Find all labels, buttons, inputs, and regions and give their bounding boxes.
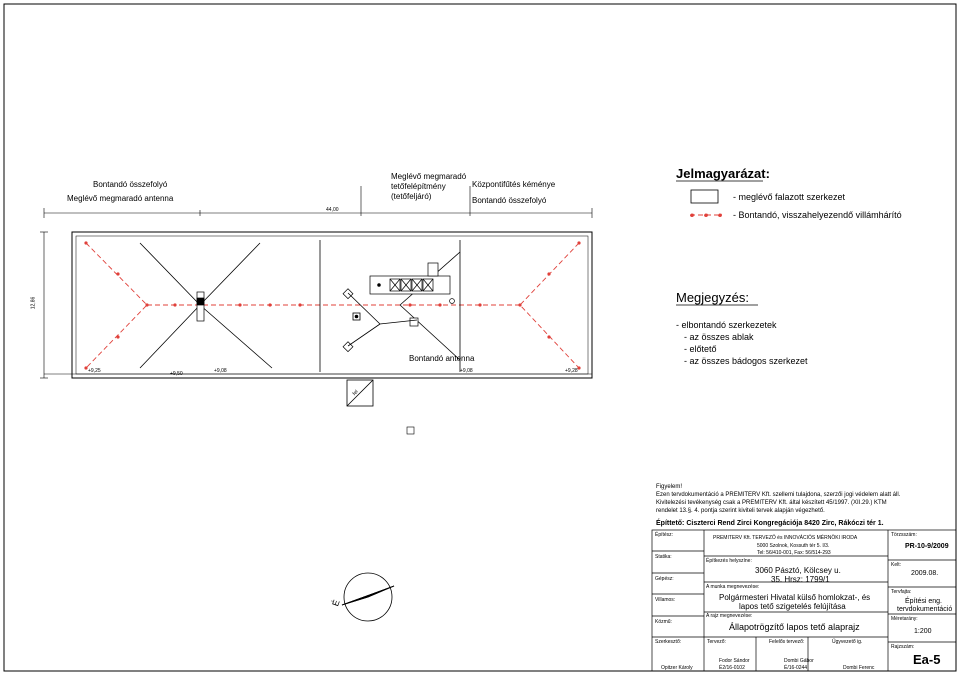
tb-drawing-label: A rajz megnevezése: (706, 613, 753, 619)
tb-electrical-label: Villamos: (655, 597, 676, 603)
notes-line-3: - előtető (684, 344, 717, 354)
warning-line-3: rendelet 13.§. 4. pontja szerint kiviteli tervek alapján végezhető. (656, 508, 825, 514)
notes-line-4: - az összes bádogos szerkezet (684, 356, 808, 366)
tb-phase-label: Tervfajta: (891, 589, 912, 595)
dim-length: 44,00 (326, 207, 339, 213)
level-4: +9,08 (460, 368, 473, 374)
tb-designer-name: Fodor Sándor (719, 658, 750, 664)
tb-sheet: Ea-5 (913, 652, 941, 667)
tb-drawing-name: Állapotrögzítő lapos tető alaprajz (729, 622, 860, 632)
tb-utilities-label: Közmű: (655, 619, 672, 625)
north-label: É (330, 598, 342, 608)
tb-architect-label: Építész: (655, 532, 674, 538)
small-vent (407, 427, 414, 434)
tb-date: 2009.08. (911, 570, 939, 577)
notes-line-2: - az összes ablak (684, 332, 754, 342)
stair-up-label: fel (351, 389, 360, 397)
level-3: +9,08 (214, 368, 227, 374)
tb-editor-label: Szerkesztő: (655, 639, 682, 645)
warning-line-2: Kivitelezési tevékenység csak a PREMITERV Kft. által készített 45/1997. (XII.29.) KTM (656, 500, 887, 506)
legend-title: Jelmagyarázat: (676, 166, 770, 181)
tb-location-label: Építkezés helyszíne: (706, 558, 752, 564)
tb-resp-label: Felelős tervező: (769, 639, 805, 645)
callout-mid-antenna: Bontandó antenna (409, 354, 475, 363)
tb-office-addr2: Tel: 56/410-001, Fax: 56/514-293 (757, 550, 831, 556)
tb-reg-no: PR-10-9/2009 (905, 543, 949, 550)
legend-lightning-symbol (690, 214, 722, 217)
tb-office-name: PREMITERV Kft. TERVEZŐ és INNOVÁCIÓS MÉRNÖKI IRODA (713, 535, 858, 541)
level-5: +9,28 (565, 368, 578, 374)
callout-left-antenna: Meglévő megmaradó antenna (67, 194, 174, 203)
tb-project-1: Polgármesteri Hivatal külső homlokzat-, és (719, 593, 871, 602)
callout-roof-structure-1: Meglévő megmaradó (391, 172, 467, 181)
legend-item-wall: - meglévő falazott szerkezet (733, 192, 846, 202)
antenna-demolish (348, 293, 417, 346)
tb-office-addr1: 5000 Szolnok, Kossuth tér 5. I/3. (757, 543, 830, 549)
tb-designer-id: É2/16-0102 (719, 665, 745, 671)
tb-designer-label: Tervező: (707, 639, 726, 645)
callout-top-drain: Bontandó összefolyó (472, 196, 547, 205)
lightning-conductor (86, 243, 579, 368)
notes-title: Megjegyzés: (676, 290, 749, 305)
dim-width: 12,86 (30, 296, 37, 310)
builder-line: Építtető: Ciszterci Rend Zirci Kongregációja 8420 Zirc, Rákóczi tér 1. (656, 520, 884, 527)
width-dimension (40, 232, 48, 378)
tb-editor-name: Opitzer Károly (661, 665, 693, 671)
legend-wall-symbol (691, 190, 718, 203)
level-2: +9,50 (170, 371, 183, 377)
tb-scale-label: Méretarány: (891, 616, 918, 622)
tb-location-1: 3060 Pásztó, Kölcsey u. (755, 566, 841, 575)
tb-reg-label: Törzsszám: (891, 532, 917, 538)
drain-left (197, 292, 204, 321)
callout-left-drain: Bontandó összefolyó (93, 180, 168, 189)
warning-title: Figyelem! (656, 484, 683, 490)
tb-resp-name: Dombi Gábor (784, 658, 814, 664)
legend-item-lightning: - Bontandó, visszahelyezendő villámhárító (733, 210, 902, 220)
callout-chimney: Központifűtés kéménye (472, 180, 556, 189)
north-arrow (342, 573, 394, 621)
tb-mechanical-label: Gépész: (655, 576, 674, 582)
level-1: +9,25 (88, 368, 101, 374)
tb-statics-label: Statika: (655, 554, 672, 560)
tb-resp-id: É/16-0244 (784, 665, 808, 671)
stair-box (347, 380, 373, 406)
tb-phase-2: tervdokumentáció (897, 606, 953, 613)
roof-access-structure (370, 263, 454, 303)
tb-phase-1: Építési eng. (905, 598, 942, 605)
lightning-conductor-nodes (84, 241, 580, 369)
tb-project-2: lapos tető szigetelés felújítása (739, 602, 846, 611)
callout-roof-structure-3: (tetőfeljáró) (391, 192, 432, 201)
tb-admin-name: Dombi Ferenc (843, 665, 875, 671)
tb-scale: 1:200 (914, 628, 932, 635)
notes-line-1: - elbontandó szerkezetek (676, 320, 777, 330)
tb-location-2: 35. Hrsz: 1799/1 (771, 575, 830, 584)
warning-line-1: Ezen tervdokumentáció a PREMITERV Kft. szellemi tulajdona, szerzői jogi védelem alatt áll. (656, 492, 901, 498)
tb-admin-label: Ügyvezető ig. (832, 639, 863, 645)
callout-roof-structure-2: tetőfelépítmény (391, 182, 446, 191)
tb-date-label: Kelt: (891, 562, 902, 568)
tb-sheet-label: Rajzszám: (891, 644, 915, 650)
tb-project-label: A munka megnevezése: (706, 584, 760, 590)
